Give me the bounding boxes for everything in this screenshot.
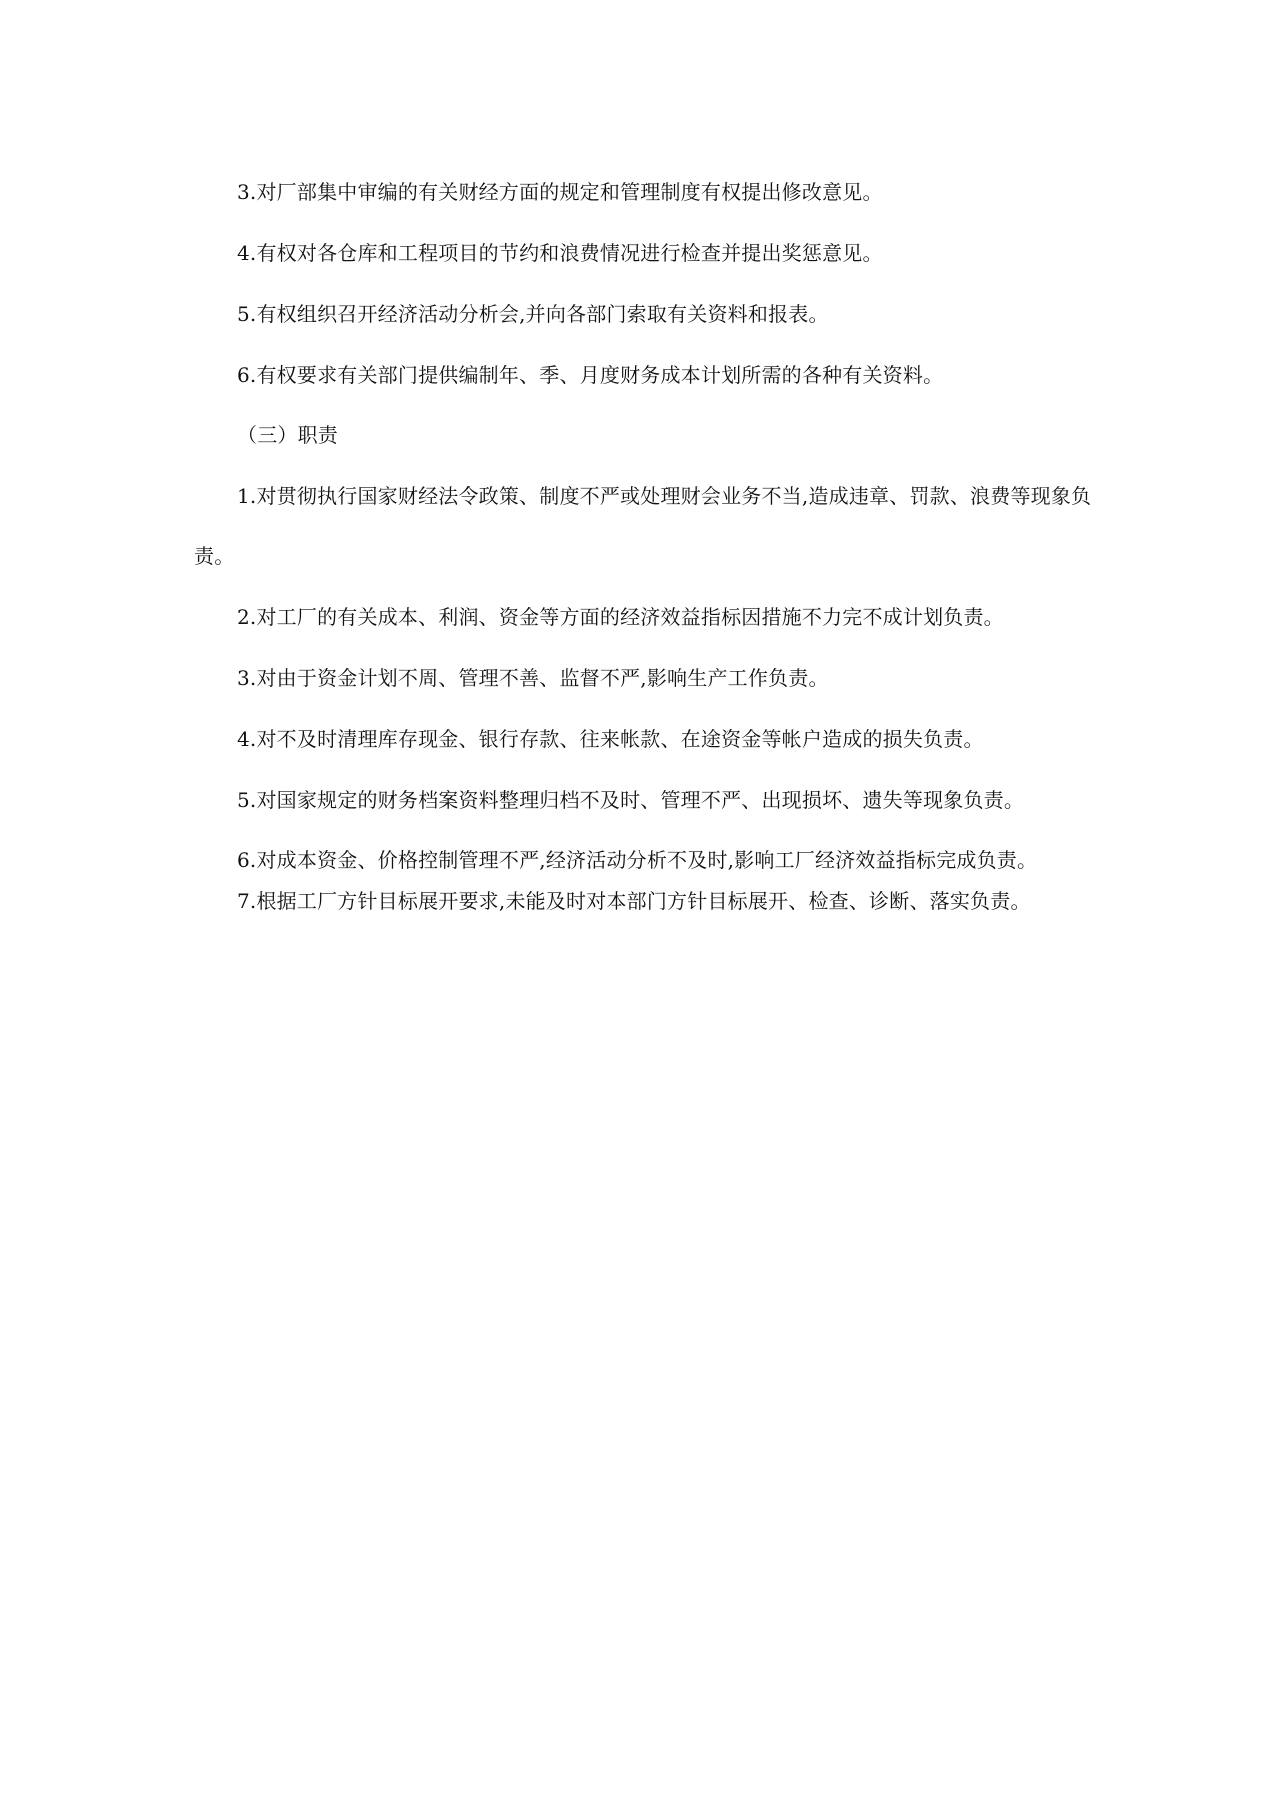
section-heading-duties: （三）职责: [237, 423, 338, 447]
paragraph-right-3: 3.对厂部集中审编的有关财经方面的规定和管理制度有权提出修改意见。: [237, 180, 883, 204]
paragraph-duty-4: 4.对不及时清理库存现金、银行存款、往来帐款、在途资金等帐户造成的损失负责。: [237, 727, 984, 751]
paragraph-duty-3: 3.对由于资金计划不周、管理不善、监督不严,影响生产工作负责。: [237, 666, 829, 690]
paragraph-duty-2: 2.对工厂的有关成本、利润、资金等方面的经济效益指标因措施不力完不成计划负责。: [237, 605, 1004, 629]
paragraph-duty-6: 6.对成本资金、价格控制管理不严,经济活动分析不及时,影响工厂经济效益指标完成负责。: [237, 848, 1038, 872]
paragraph-duty-1: 1.对贯彻执行国家财经法令政策、制度不严或处理财会业务不当,造成违章、罚款、浪费等现象负责。: [194, 484, 1092, 568]
paragraph-right-6: 6.有权要求有关部门提供编制年、季、月度财务成本计划所需的各种有关资料。: [237, 363, 944, 387]
paragraph-right-5: 5.有权组织召开经济活动分析会,并向各部门索取有关资料和报表。: [237, 302, 829, 326]
paragraph-duty-5: 5.对国家规定的财务档案资料整理归档不及时、管理不严、出现损坏、遗失等现象负责。: [237, 788, 1025, 812]
paragraph-duty-7: 7.根据工厂方针目标展开要求,未能及时对本部门方针目标展开、检查、诊断、落实负责。: [237, 889, 1031, 913]
paragraph-right-4: 4.有权对各仓库和工程项目的节约和浪费情况进行检查并提出奖惩意见。: [237, 241, 883, 265]
document-body: [194, 178, 1094, 915]
